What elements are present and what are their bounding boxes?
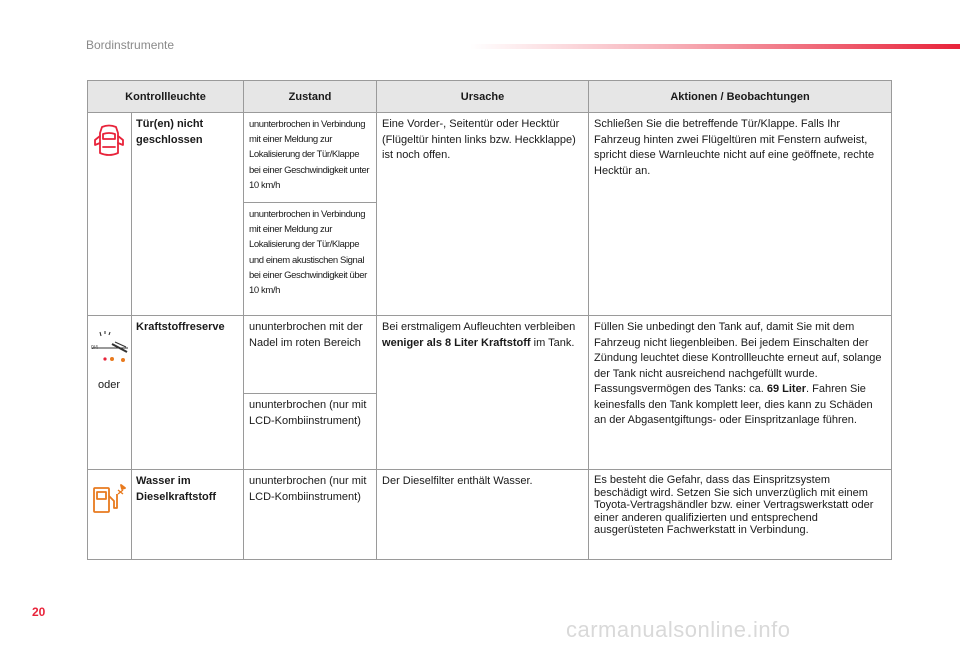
state-text: ununterbrochen (nur mit LCD-Kombiinstrument) bbox=[244, 394, 377, 470]
icon-cell bbox=[88, 316, 132, 470]
icon-cell bbox=[88, 470, 132, 560]
table-header-row bbox=[88, 81, 892, 113]
page-number: 20 bbox=[32, 605, 46, 619]
warning-name: Wasser im Dieselkraftstoff bbox=[132, 470, 244, 560]
section-title: Bordinstrumente bbox=[86, 38, 175, 52]
state-text: ununterbrochen mit der Nadel im roten Bereich bbox=[244, 316, 377, 394]
cause-text: Eine Vorder-, Seitentür oder Hecktür (Flügeltür hinten links bzw. Heckklappe) ist noch offen. bbox=[377, 113, 589, 316]
fuel-gauge-icon bbox=[90, 330, 130, 368]
warning-lights-table bbox=[87, 80, 892, 560]
warning-name: Kraftstoffreserve bbox=[132, 316, 244, 470]
state-text: ununterbrochen (nur mit LCD-Kombiinstrument) bbox=[244, 470, 377, 560]
state-text: ununterbrochen in Verbindung mit einer Meldung zur Lokalisierung der Tür/Klappe bei einer Geschwindigkeit unter 10 km/h bbox=[244, 113, 377, 203]
action-text: Es besteht die Gefahr, dass das Einspritzsystem beschädigt wird. Setzen Sie sich unverzüglich mit einem Toyota-Vertragshändler bzw. einer Vertragswerkstatt oder einer anderen qualifizierten und entsprechend ausgerüsteten Fachwerkstatt in Verbindung. bbox=[589, 470, 892, 560]
icon-cell bbox=[88, 113, 132, 316]
table-row bbox=[88, 470, 892, 560]
watermark: carmanualsonline.info bbox=[566, 617, 791, 642]
column-header-ursache: Ursache bbox=[377, 81, 589, 113]
cause-text: Der Dieselfilter enthält Wasser. bbox=[377, 470, 589, 560]
column-header-zustand: Zustand bbox=[244, 81, 377, 113]
table-row bbox=[88, 113, 892, 203]
column-header-aktionen: Aktionen / Beobachtungen bbox=[589, 81, 892, 113]
header-accent-line bbox=[470, 44, 960, 49]
cause-text: Bei erstmaligem Aufleuchten verbleiben weniger als 8 Liter Kraftstoff im Tank. bbox=[377, 316, 589, 470]
oder-label: oder bbox=[97, 379, 121, 391]
state-text: ununterbrochen in Verbindung mit einer Meldung zur Lokalisierung der Tür/Klappe und einem akustischen Signal bei einer Geschwindigkeit über 10 km/h bbox=[244, 203, 377, 316]
column-header-kontrollleuchte: Kontrollleuchte bbox=[88, 81, 244, 113]
water-in-fuel-icon bbox=[92, 482, 126, 516]
action-text: Füllen Sie unbedingt den Tank auf, damit Sie mit dem Fahrzeug nicht liegenbleiben. Bei jedem Einschalten der Zündung leuchtet diese Kontrollleuchte erneut auf, solange der Tank nicht ausreichend nachgefüllt wurde. Fassungsvermögen des Tanks: ca. 69 Liter. Fahren Sie keinesfalls den Tank komplett leer, dies kann zu Schäden an der Abgasentgiftungs- oder Einspritzanlage führen. bbox=[589, 316, 892, 470]
svg-text:0/4: 0/4 bbox=[91, 345, 98, 351]
action-text: Schließen Sie die betreffende Tür/Klappe. Falls Ihr Fahrzeug hinten zwei Flügeltüren mit Fenstern aufweist, spricht diese Warnleuchte nicht auf eine geöffnete, rechte Hecktür an. bbox=[589, 113, 892, 316]
open-door-car-icon bbox=[94, 123, 124, 161]
table-row bbox=[88, 316, 892, 394]
warning-name: Tür(en) nicht geschlossen bbox=[132, 113, 244, 316]
